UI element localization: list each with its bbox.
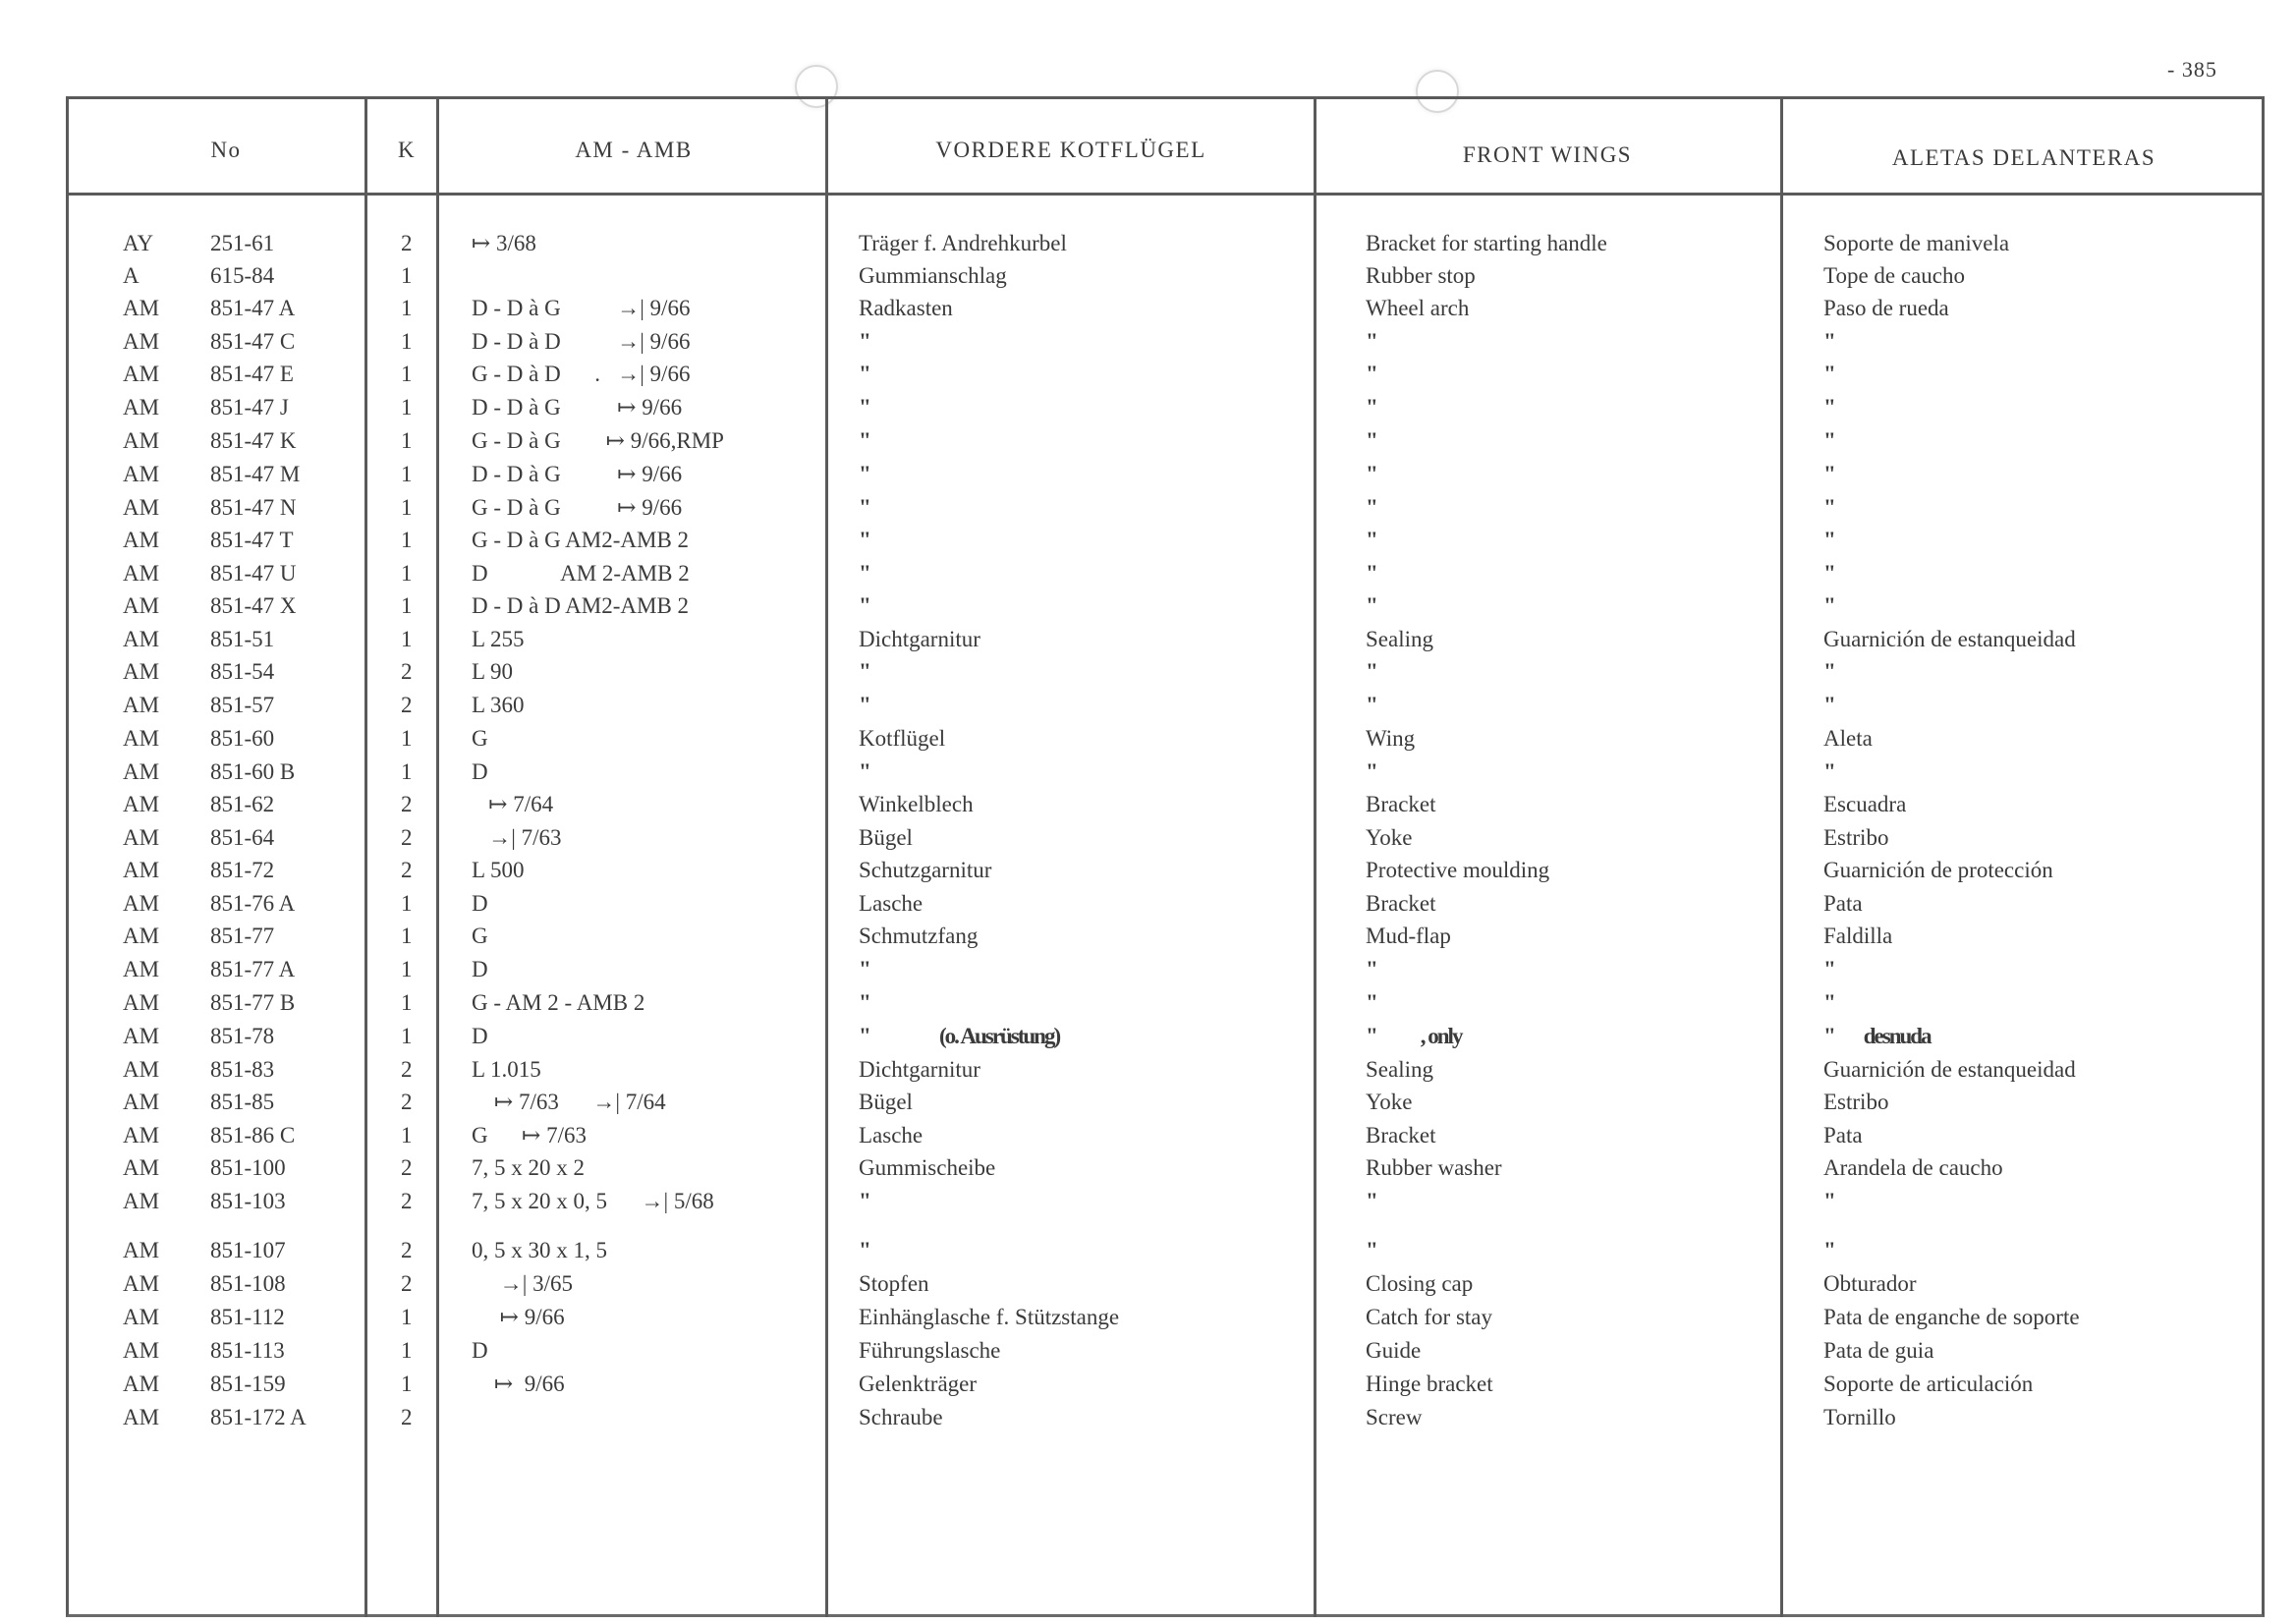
- header-divider: [66, 193, 2265, 196]
- description-en: " , only: [1366, 1024, 1462, 1048]
- part-number: 851-113: [210, 1338, 285, 1363]
- part-number: 851-100: [210, 1155, 286, 1180]
- am-amb-spec: ↦ 3/68: [472, 231, 536, 255]
- part-number: 851-60 B: [210, 759, 296, 784]
- description-de: " (o. Ausrüstung): [859, 1024, 1060, 1048]
- part-prefix: AM: [123, 1238, 160, 1262]
- quantity-k: 1: [401, 990, 413, 1015]
- quantity-k: 1: [401, 759, 413, 784]
- table-row: [0, 593, 2296, 623]
- table-row: [0, 428, 2296, 458]
- part-prefix: AM: [123, 462, 160, 486]
- description-de: ": [859, 957, 869, 981]
- am-amb-spec: D - D à G ↦ 9/66: [472, 462, 683, 486]
- description-de: ": [859, 659, 869, 684]
- description-es: ": [1823, 329, 1834, 354]
- table-row: [0, 231, 2296, 260]
- table-row: [0, 659, 2296, 689]
- table-row: [0, 627, 2296, 656]
- description-en: Guide: [1366, 1338, 1422, 1363]
- quantity-k: 1: [401, 462, 413, 486]
- am-amb-spec: ↦ 7/64: [472, 792, 554, 816]
- description-de: ": [859, 462, 869, 486]
- table-row: [0, 528, 2296, 557]
- part-prefix: A: [123, 263, 140, 288]
- quantity-k: 1: [401, 296, 413, 320]
- description-en: Bracket: [1366, 1123, 1436, 1148]
- description-en: ": [1366, 528, 1376, 552]
- quantity-k: 2: [401, 1405, 413, 1429]
- table-row: [0, 825, 2296, 855]
- table-row: [0, 462, 2296, 491]
- description-en: Hinge bracket: [1366, 1372, 1493, 1396]
- quantity-k: 1: [401, 395, 413, 420]
- part-number: 851-47 X: [210, 593, 297, 618]
- description-en: ": [1366, 462, 1376, 486]
- am-amb-spec: L 255: [472, 627, 525, 651]
- part-number: 851-62: [210, 792, 275, 816]
- part-number: 851-47 K: [210, 428, 297, 453]
- description-de: ": [859, 528, 869, 552]
- part-number: 851-78: [210, 1024, 275, 1048]
- quantity-k: 1: [401, 593, 413, 618]
- part-prefix: AM: [123, 759, 160, 784]
- am-amb-spec: D - D à D →| 9/66: [472, 329, 691, 354]
- table-row: [0, 362, 2296, 391]
- am-amb-spec: L 500: [472, 858, 525, 882]
- description-es: ": [1823, 957, 1834, 981]
- quantity-k: 1: [401, 1024, 413, 1048]
- quantity-k: 1: [401, 329, 413, 354]
- am-amb-spec: →| 7/63: [472, 825, 562, 850]
- header-k: K: [397, 138, 417, 162]
- part-number: 851-172 A: [210, 1405, 307, 1429]
- part-number: 851-83: [210, 1057, 275, 1082]
- part-number: 851-72: [210, 858, 275, 882]
- description-de: ": [859, 561, 869, 586]
- table-row: [0, 1405, 2296, 1434]
- part-number: 851-47 M: [210, 462, 301, 486]
- part-prefix: AM: [123, 1189, 160, 1213]
- description-es: ": [1823, 659, 1834, 684]
- am-amb-spec: D: [472, 1338, 488, 1363]
- quantity-k: 2: [401, 231, 413, 255]
- am-amb-spec: G ↦ 7/63: [472, 1123, 588, 1148]
- quantity-k: 1: [401, 1338, 413, 1363]
- part-prefix: AM: [123, 428, 160, 453]
- table-row: [0, 1271, 2296, 1301]
- description-en: ": [1366, 1238, 1376, 1262]
- description-en: Bracket: [1366, 792, 1436, 816]
- table-row: [0, 1338, 2296, 1368]
- part-prefix: AM: [123, 1338, 160, 1363]
- part-prefix: AM: [123, 858, 160, 882]
- quantity-k: 2: [401, 825, 413, 850]
- description-de: ": [859, 593, 869, 618]
- description-de: Stopfen: [859, 1271, 929, 1296]
- description-es: ": [1823, 428, 1834, 453]
- description-de: Dichtgarnitur: [859, 1057, 980, 1082]
- header-en: FRONT WINGS: [1462, 142, 1633, 167]
- part-number: 851-47 J: [210, 395, 289, 420]
- part-prefix: AM: [123, 792, 160, 816]
- table-row: [0, 329, 2296, 359]
- description-es: ": [1823, 528, 1834, 552]
- part-prefix: AM: [123, 924, 160, 948]
- description-es: ": [1823, 561, 1834, 586]
- description-de: Lasche: [859, 891, 924, 916]
- description-es: Guarnición de protección: [1823, 858, 2053, 882]
- table-row: [0, 1123, 2296, 1152]
- am-amb-spec: D AM 2-AMB 2: [472, 561, 690, 586]
- table-row: [0, 924, 2296, 953]
- part-prefix: AM: [123, 362, 160, 386]
- description-de: Winkelblech: [859, 792, 974, 816]
- quantity-k: 2: [401, 792, 413, 816]
- description-es: ": [1823, 693, 1834, 717]
- description-de: Lasche: [859, 1123, 924, 1148]
- description-de: Gelenkträger: [859, 1372, 978, 1396]
- quantity-k: 1: [401, 1305, 413, 1329]
- part-number: 851-108: [210, 1271, 286, 1296]
- description-es: Pata de guia: [1823, 1338, 1934, 1363]
- part-prefix: AM: [123, 990, 160, 1015]
- quantity-k: 1: [401, 561, 413, 586]
- description-es: Pata de enganche de soporte: [1823, 1305, 2080, 1329]
- am-amb-spec: 7, 5 x 20 x 0, 5 →| 5/68: [472, 1189, 714, 1213]
- quantity-k: 1: [401, 495, 413, 520]
- part-prefix: AM: [123, 1123, 160, 1148]
- description-de: ": [859, 1189, 869, 1213]
- description-es: Paso de rueda: [1823, 296, 1949, 320]
- description-en: Wing: [1366, 726, 1416, 751]
- am-amb-spec: ↦ 9/66: [472, 1372, 565, 1396]
- part-number: 851-159: [210, 1372, 286, 1396]
- description-de: Schmutzfang: [859, 924, 979, 948]
- part-number: 851-47 C: [210, 329, 296, 354]
- table-row: [0, 1024, 2296, 1053]
- am-amb-spec: D: [472, 891, 488, 916]
- part-prefix: AM: [123, 329, 160, 354]
- description-de: Träger f. Andrehkurbel: [859, 231, 1067, 255]
- description-en: Closing cap: [1366, 1271, 1474, 1296]
- description-en: ": [1366, 495, 1376, 520]
- description-es: Faldilla: [1823, 924, 1893, 948]
- table-row: [0, 495, 2296, 525]
- part-prefix: AM: [123, 1155, 160, 1180]
- description-de: ": [859, 395, 869, 420]
- description-de: ": [859, 362, 869, 386]
- part-number: 615-84: [210, 263, 275, 288]
- description-de: Bügel: [859, 825, 913, 850]
- description-en: Yoke: [1366, 825, 1413, 850]
- table-row: [0, 693, 2296, 722]
- description-es: ": [1823, 395, 1834, 420]
- part-prefix: AM: [123, 627, 160, 651]
- quantity-k: 1: [401, 1123, 413, 1148]
- description-en: ": [1366, 593, 1376, 618]
- am-amb-spec: ↦ 7/63 →| 7/64: [472, 1090, 666, 1114]
- table-row: [0, 990, 2296, 1020]
- part-number: 851-60: [210, 726, 275, 751]
- description-de: Schutzgarnitur: [859, 858, 992, 882]
- table-row: [0, 957, 2296, 986]
- description-es: Soporte de articulación: [1823, 1372, 2034, 1396]
- am-amb-spec: D - D à G →| 9/66: [472, 296, 691, 320]
- am-amb-spec: 7, 5 x 20 x 2: [472, 1155, 585, 1180]
- description-en: ": [1366, 561, 1376, 586]
- description-de: ": [859, 693, 869, 717]
- quantity-k: 2: [401, 1271, 413, 1296]
- description-en: ": [1366, 395, 1376, 420]
- description-en: Yoke: [1366, 1090, 1413, 1114]
- am-amb-spec: L 1.015: [472, 1057, 541, 1082]
- quantity-k: 1: [401, 891, 413, 916]
- description-de: Führungslasche: [859, 1338, 1001, 1363]
- description-es: " desnuda: [1823, 1024, 1931, 1048]
- header-es: ALETAS DELANTERAS: [1891, 145, 2156, 170]
- description-es: Guarnición de estanqueidad: [1823, 1057, 2076, 1082]
- description-de: ": [859, 759, 869, 784]
- part-prefix: AM: [123, 296, 160, 320]
- table-row: [0, 1090, 2296, 1119]
- table-row: [0, 792, 2296, 821]
- quantity-k: 2: [401, 1155, 413, 1180]
- part-number: 851-47 U: [210, 561, 297, 586]
- am-amb-spec: D - D à D AM2-AMB 2: [472, 593, 690, 618]
- description-es: Arandela de caucho: [1823, 1155, 2003, 1180]
- description-es: ": [1823, 1238, 1834, 1262]
- quantity-k: 2: [401, 1057, 413, 1082]
- part-number: 851-86 C: [210, 1123, 296, 1148]
- part-prefix: AM: [123, 1405, 160, 1429]
- table-row: [0, 296, 2296, 325]
- am-amb-spec: D: [472, 957, 488, 981]
- description-en: ": [1366, 428, 1376, 453]
- table-row: [0, 395, 2296, 424]
- description-en: ": [1366, 759, 1376, 784]
- quantity-k: 2: [401, 659, 413, 684]
- am-amb-spec: L 360: [472, 693, 525, 717]
- part-prefix: AM: [123, 1372, 160, 1396]
- am-amb-spec: G - D à G ↦ 9/66,RMP: [472, 428, 724, 453]
- am-amb-spec: D - D à G ↦ 9/66: [472, 395, 683, 420]
- am-amb-spec: 0, 5 x 30 x 1, 5: [472, 1238, 607, 1262]
- description-de: ": [859, 495, 869, 520]
- quantity-k: 1: [401, 528, 413, 552]
- description-de: ": [859, 329, 869, 354]
- header-no: No: [210, 138, 242, 162]
- description-en: Sealing: [1366, 627, 1433, 651]
- description-en: ": [1366, 362, 1376, 386]
- description-es: ": [1823, 759, 1834, 784]
- am-amb-spec: G - D à G AM2-AMB 2: [472, 528, 690, 552]
- part-prefix: AM: [123, 1057, 160, 1082]
- part-prefix: AM: [123, 528, 160, 552]
- description-es: Pata: [1823, 1123, 1863, 1148]
- description-en: ": [1366, 659, 1376, 684]
- part-prefix: AM: [123, 693, 160, 717]
- description-en: ": [1366, 1189, 1376, 1213]
- part-prefix: AM: [123, 593, 160, 618]
- description-es: Escuadra: [1823, 792, 1907, 816]
- part-number: 851-47 T: [210, 528, 294, 552]
- description-en: Mud-flap: [1366, 924, 1451, 948]
- quantity-k: 1: [401, 726, 413, 751]
- description-en: Protective moulding: [1366, 858, 1550, 882]
- description-es: ": [1823, 593, 1834, 618]
- am-amb-spec: →| 3/65: [472, 1271, 573, 1296]
- part-prefix: AM: [123, 825, 160, 850]
- part-number: 851-103: [210, 1189, 286, 1213]
- description-es: ": [1823, 462, 1834, 486]
- description-en: Wheel arch: [1366, 296, 1470, 320]
- quantity-k: 1: [401, 957, 413, 981]
- description-en: ": [1366, 957, 1376, 981]
- part-prefix: AM: [123, 561, 160, 586]
- part-number: 851-57: [210, 693, 275, 717]
- description-de: Radkasten: [859, 296, 953, 320]
- description-es: Estribo: [1823, 1090, 1889, 1114]
- part-number: 851-76 A: [210, 891, 296, 916]
- description-es: ": [1823, 990, 1834, 1015]
- part-number: 851-51: [210, 627, 275, 651]
- description-de: Bügel: [859, 1090, 913, 1114]
- part-prefix: AM: [123, 1305, 160, 1329]
- part-prefix: AY: [123, 231, 154, 255]
- description-de: Einhänglasche f. Stützstange: [859, 1305, 1120, 1329]
- description-de: ": [859, 428, 869, 453]
- description-en: Bracket for starting handle: [1366, 231, 1607, 255]
- description-es: Pata: [1823, 891, 1863, 916]
- description-es: Estribo: [1823, 825, 1889, 850]
- description-es: Aleta: [1823, 726, 1873, 751]
- description-en: Sealing: [1366, 1057, 1433, 1082]
- part-number: 851-77: [210, 924, 275, 948]
- table-row: [0, 1057, 2296, 1087]
- quantity-k: 2: [401, 693, 413, 717]
- description-en: Catch for stay: [1366, 1305, 1493, 1329]
- table-row: [0, 1155, 2296, 1185]
- description-es: ": [1823, 1189, 1834, 1213]
- part-number: 851-107: [210, 1238, 286, 1262]
- table-row: [0, 759, 2296, 789]
- description-de: Kotflügel: [859, 726, 946, 751]
- table-row: [0, 263, 2296, 293]
- part-prefix: AM: [123, 891, 160, 916]
- part-prefix: AM: [123, 726, 160, 751]
- page-number: - 385: [2167, 57, 2217, 82]
- description-en: Bracket: [1366, 891, 1436, 916]
- description-en: Rubber stop: [1366, 263, 1476, 288]
- description-en: Screw: [1366, 1405, 1423, 1429]
- am-amb-spec: D: [472, 1024, 488, 1048]
- description-es: Guarnición de estanqueidad: [1823, 627, 2076, 651]
- table-row: [0, 561, 2296, 590]
- description-es: Soporte de manivela: [1823, 231, 2010, 255]
- description-de: Gummischeibe: [859, 1155, 996, 1180]
- am-amb-spec: L 90: [472, 659, 513, 684]
- part-prefix: AM: [123, 659, 160, 684]
- am-amb-spec: G: [472, 924, 488, 948]
- table-row: [0, 1189, 2296, 1218]
- part-prefix: AM: [123, 1090, 160, 1114]
- part-number: 851-77 B: [210, 990, 296, 1015]
- quantity-k: 1: [401, 924, 413, 948]
- am-amb-spec: G - D à D . →| 9/66: [472, 362, 691, 386]
- am-amb-spec: ↦ 9/66: [472, 1305, 565, 1329]
- quantity-k: 1: [401, 263, 413, 288]
- quantity-k: 1: [401, 428, 413, 453]
- description-es: ": [1823, 362, 1834, 386]
- am-amb-spec: G: [472, 726, 488, 751]
- am-amb-spec: D: [472, 759, 488, 784]
- table-row: [0, 726, 2296, 756]
- table-row: [0, 1372, 2296, 1401]
- table-row: [0, 891, 2296, 921]
- description-es: Tornillo: [1823, 1405, 1896, 1429]
- part-prefix: AM: [123, 957, 160, 981]
- description-en: ": [1366, 329, 1376, 354]
- part-prefix: AM: [123, 395, 160, 420]
- part-number: 851-77 A: [210, 957, 296, 981]
- part-number: 851-85: [210, 1090, 275, 1114]
- part-prefix: AM: [123, 1271, 160, 1296]
- description-en: ": [1366, 990, 1376, 1015]
- quantity-k: 1: [401, 627, 413, 651]
- table-row: [0, 1238, 2296, 1267]
- table-row: [0, 1305, 2296, 1334]
- part-number: 851-47 A: [210, 296, 296, 320]
- quantity-k: 2: [401, 1189, 413, 1213]
- quantity-k: 1: [401, 362, 413, 386]
- part-prefix: AM: [123, 1024, 160, 1048]
- part-prefix: AM: [123, 495, 160, 520]
- am-amb-spec: G - D à G ↦ 9/66: [472, 495, 683, 520]
- am-amb-spec: G - AM 2 - AMB 2: [472, 990, 645, 1015]
- quantity-k: 2: [401, 1090, 413, 1114]
- part-number: 851-47 N: [210, 495, 297, 520]
- description-de: Gummianschlag: [859, 263, 1007, 288]
- description-es: ": [1823, 495, 1834, 520]
- header-am-amb: AM - AMB: [575, 138, 693, 162]
- header-de: VORDERE KOTFLÜGEL: [935, 138, 1206, 162]
- table-row: [0, 858, 2296, 887]
- description-es: Obturador: [1823, 1271, 1917, 1296]
- description-en: ": [1366, 693, 1376, 717]
- part-number: 851-47 E: [210, 362, 294, 386]
- description-de: ": [859, 990, 869, 1015]
- quantity-k: 1: [401, 1372, 413, 1396]
- description-de: Schraube: [859, 1405, 943, 1429]
- description-de: Dichtgarnitur: [859, 627, 980, 651]
- part-number: 851-64: [210, 825, 275, 850]
- part-number: 851-54: [210, 659, 275, 684]
- part-number: 251-61: [210, 231, 275, 255]
- quantity-k: 2: [401, 1238, 413, 1262]
- description-de: ": [859, 1238, 869, 1262]
- part-number: 851-112: [210, 1305, 285, 1329]
- quantity-k: 2: [401, 858, 413, 882]
- description-es: Tope de caucho: [1823, 263, 1965, 288]
- description-en: Rubber washer: [1366, 1155, 1502, 1180]
